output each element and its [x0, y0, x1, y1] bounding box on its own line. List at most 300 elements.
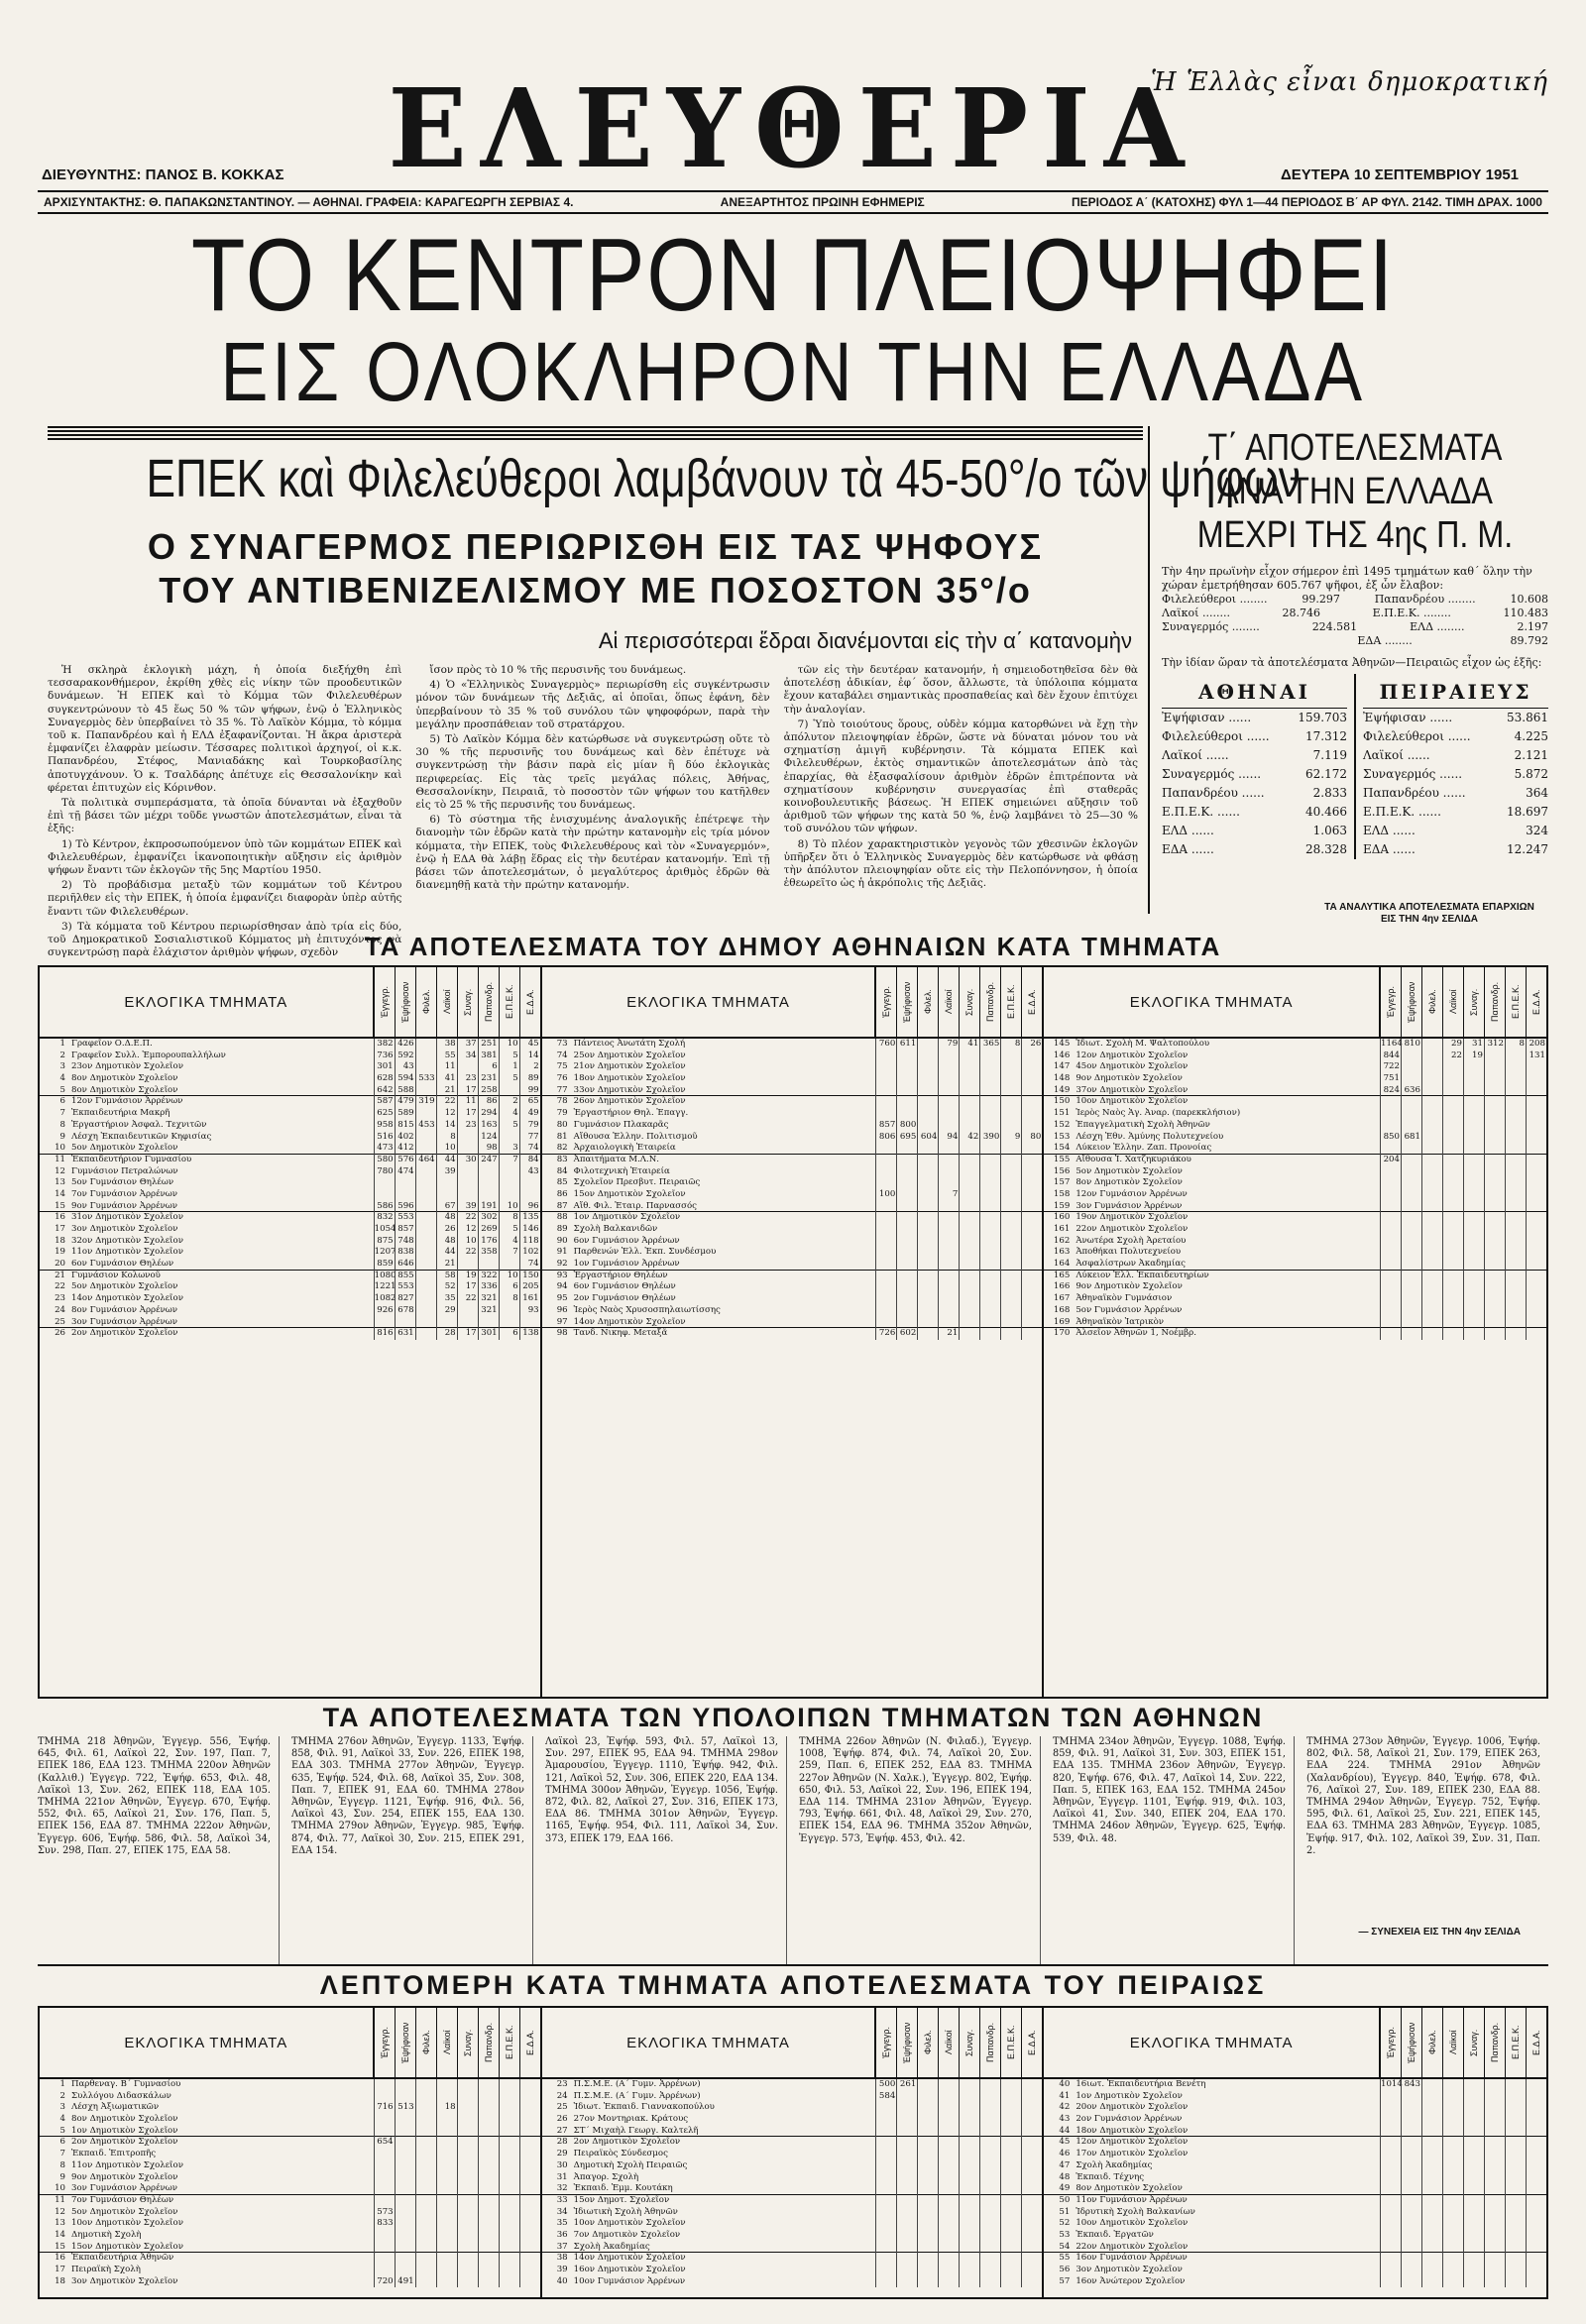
section-name: 16ον Ἀνώτερον Σχολεῖον: [1076, 2275, 1186, 2286]
vote-cell: [415, 2207, 436, 2219]
vote-cell: [1442, 1317, 1463, 1329]
vote-cell: [1401, 1120, 1421, 1132]
vote-cell: [1000, 1212, 1021, 1224]
vote-cell: [1526, 1201, 1546, 1213]
table-row: [542, 1281, 1043, 1293]
vote-cell: [499, 2276, 519, 2288]
vote-cell: [415, 1236, 436, 1248]
vote-cell: [478, 2195, 499, 2207]
table-row: [542, 2195, 1043, 2207]
vote-cell: 138: [519, 1328, 540, 1340]
section-number: 41: [1059, 2090, 1071, 2101]
table-header: [40, 967, 540, 1039]
vote-cell: [1380, 1247, 1401, 1259]
vote-cell: [436, 1177, 457, 1189]
vote-cell: 810: [1401, 1039, 1421, 1051]
vote-cell: [959, 1317, 979, 1329]
section-number: 17: [55, 1224, 65, 1234]
vote-cell: [1463, 1096, 1484, 1108]
column-header: Φιλελ.: [917, 967, 938, 1037]
column-header: Ε.Δ.Α.: [519, 2008, 540, 2077]
vote-cell: 553: [395, 1212, 415, 1224]
vote-cell: [875, 1143, 896, 1155]
vote-cell: [478, 1317, 499, 1329]
vote-cell: [374, 1177, 395, 1189]
vote-cell: [415, 1201, 436, 1213]
vote-cell: [938, 1120, 959, 1132]
vote-cell: [1401, 2172, 1421, 2184]
vote-cell: [1505, 2137, 1526, 2149]
vote-cell: [938, 1305, 959, 1317]
table-row: [542, 1189, 1043, 1201]
vote-cell: [1442, 2149, 1463, 2160]
table-row: [542, 1236, 1043, 1248]
section-number: 167: [1053, 1293, 1071, 1304]
table-row: [542, 1247, 1043, 1259]
vote-cell: [1000, 1143, 1021, 1155]
section-number: 33: [556, 2194, 568, 2205]
table-row: [40, 1132, 540, 1144]
secondary-headline: [48, 525, 1143, 612]
vote-cell: [1505, 2172, 1526, 2184]
vote-cell: [1000, 1061, 1021, 1073]
results-panel: [542, 2008, 1045, 2297]
table-row: [40, 1281, 540, 1293]
party-name: Παπανδρέου ........: [1374, 593, 1476, 606]
vote-cell: 10: [499, 1039, 519, 1051]
section-name: 1ον Γυμνάσιον Ἀρρένων: [573, 1259, 680, 1270]
vote-cell: [959, 1236, 979, 1248]
vote-cell: [1421, 1096, 1442, 1108]
vote-cell: [875, 1085, 896, 1097]
section-number: 47: [1059, 2159, 1071, 2170]
vote-cell: 516: [374, 1132, 395, 1144]
table-header: [40, 2008, 540, 2079]
vote-cell: 815: [395, 1120, 415, 1132]
vote-cell: [519, 2126, 540, 2138]
vote-cell: [979, 1236, 1000, 1248]
vote-cell: [478, 2172, 499, 2184]
vote-cell: [499, 2230, 519, 2242]
section-number: 95: [556, 1293, 568, 1304]
section-number: 26: [556, 2114, 568, 2125]
section-name: Λέσχη Ἐκπαιδευτικῶν Κηφισίας: [71, 1131, 212, 1142]
vote-cell: [436, 2183, 457, 2195]
vote-cell: [1021, 1201, 1042, 1213]
vote-cell: [896, 1281, 917, 1293]
vote-cell: [1505, 2126, 1526, 2138]
vote-cell: [875, 1166, 896, 1178]
vote-cell: [917, 2230, 938, 2242]
vote-cell: 322: [478, 1271, 499, 1282]
vote-cell: [896, 1108, 917, 1120]
vote-cell: [395, 1177, 415, 1189]
party-name: ΕΛΔ ......: [1363, 824, 1416, 837]
vote-cell: [436, 2126, 457, 2138]
section-number: 76: [556, 1073, 568, 1084]
vote-cell: [917, 1189, 938, 1201]
vote-cell: [1401, 1166, 1421, 1178]
vote-cell: 146: [519, 1224, 540, 1236]
national-result-row: [1162, 620, 1548, 634]
vote-cell: [959, 1051, 979, 1062]
section-number: 156: [1053, 1165, 1071, 1176]
vote-cell: 654: [374, 2137, 395, 2149]
table-row: [1044, 1236, 1546, 1248]
vote-cell: [1505, 1236, 1526, 1248]
vote-cell: 89: [519, 1073, 540, 1085]
results-text-column: ΤΜΗΜΑ 234ον Ἀθηνῶν, Ἐγγεγρ. 1088, Ἐψήφ. 859, Φιλ. 91, Λαϊκοὶ 31, Συν. 303, ΕΠΕΚ 151, ΕΔΑ 135. ΤΜΗΜΑ 236ον Ἀθηνῶν, Ἐγγεγρ. 820, Ἐψήφ. 676, Φιλ. 47, Λαϊκοὶ 14, Συν. 222, Παπ. 5, ΕΠΕΚ 163, ΕΔΑ 152. ΤΜΗΜΑ 245ον Ἀθηνῶν, Ἐγγεγρ. 1101, Ἐψήφ. 919, Φιλ. 103, Λαϊκοὶ 41, Συν. 340, ΕΠΕΚ 204, ΕΔΑ 170. ΤΜΗΜΑ 246ον Ἀθηνῶν, Ἐγγεγρ. 625, Ἐψήφ. 539, Φιλ. 48.: [1053, 1736, 1295, 1964]
vote-cell: [1463, 1271, 1484, 1282]
vote-cell: [1380, 1259, 1401, 1271]
section-number: 40: [556, 2275, 568, 2286]
vote-cell: [415, 1281, 436, 1293]
vote-cell: [1380, 2160, 1401, 2172]
issue-date: ΔΕΥΤΕΡΑ 10 ΣΕΠΤΕΜΒΡΙΟΥ 1951: [1281, 166, 1519, 183]
vote-cell: [1421, 1132, 1442, 1144]
section-number: 20: [55, 1259, 65, 1270]
section-number: 85: [556, 1177, 568, 1188]
table-row: [542, 2265, 1043, 2276]
vote-cell: [1380, 2230, 1401, 2242]
vote-cell: [1484, 1271, 1505, 1282]
vote-cell: 67: [436, 1201, 457, 1213]
vote-cell: 573: [374, 2207, 395, 2219]
party-votes: 99.297: [1302, 593, 1340, 606]
table-row: [1044, 1085, 1546, 1097]
vote-cell: 8: [499, 1293, 519, 1305]
vote-cell: 646: [395, 1259, 415, 1271]
vote-cell: [896, 1224, 917, 1236]
vote-cell: [979, 2126, 1000, 2138]
section-name: Ἀλσεῖον Ἀθηνῶν 1, Νοέμβρ.: [1076, 1328, 1196, 1339]
vote-cell: [979, 1061, 1000, 1073]
vote-cell: [1442, 1201, 1463, 1213]
column-header: Παπανδρ.: [979, 967, 1000, 1037]
vote-cell: [1401, 1096, 1421, 1108]
vote-cell: [1484, 1085, 1505, 1097]
party-votes: 1.063: [1312, 824, 1347, 837]
vote-cell: [478, 2079, 499, 2091]
section-name: 16ιωτ. Ἐκπαιδευτήρια Βενέτη: [1076, 2079, 1206, 2089]
table-row: [40, 2276, 540, 2288]
vote-cell: [1484, 1120, 1505, 1132]
continuation-note: — ΣΥΝΕΧΕΙΑ ΕΙΣ ΤΗΝ 4ην ΣΕΛΙΔΑ: [1354, 1925, 1525, 1940]
section-number: 153: [1053, 1131, 1071, 1142]
vote-cell: [1526, 1085, 1546, 1097]
vote-cell: [979, 1177, 1000, 1189]
table-row: [40, 1155, 540, 1166]
vote-cell: [1421, 1051, 1442, 1062]
vote-cell: 100: [875, 1189, 896, 1201]
party-name: Παπανδρέου ......: [1162, 786, 1265, 800]
vote-cell: [959, 1061, 979, 1073]
vote-cell: 5: [499, 1073, 519, 1085]
vote-cell: [519, 2102, 540, 2114]
vote-cell: [374, 2230, 395, 2242]
vote-cell: 642: [374, 1085, 395, 1097]
vote-cell: [1442, 1061, 1463, 1073]
vote-cell: [457, 1143, 478, 1155]
vote-cell: [1421, 1085, 1442, 1097]
vote-cell: 6: [499, 1281, 519, 1293]
vote-cell: [499, 2218, 519, 2230]
vote-cell: [457, 2195, 478, 2207]
section-name: 2ον Δημοτικὸν Σχολεῖον: [573, 2137, 681, 2148]
vote-cell: [917, 2091, 938, 2103]
vote-cell: [959, 1247, 979, 1259]
section-number: 30: [556, 2159, 568, 2170]
vote-cell: 751: [1380, 1073, 1401, 1085]
article-paragraph: 7) Ὑπὸ τοιούτους ὅρους, οὐδὲν κόμμα κατορθώνει νὰ ἔχῃ τὴν ἀπόλυτον πλειοψηφίαν ἑδρῶν, ὥστε νὰ δύναται μόνον του νὰ σχηματίσῃ ἀμιγῆ κυβέρνησιν. Τὰ κόμματα ΕΠΕΚ καὶ Φιλελευθέρων, ἐκτὸς σημαντικῶν ἀποτελεσμάτων ἀπὸ τὰς ἐπαρχίας, θὰ ἐξασφαλίσουν ἀριθμὸν ἑδρῶν ἐπιτρέποντα νὰ σχηματίσουν κυβέρνησιν συνεργασίας ἐπὶ σταθερᾶς κοινοβουλευτικῆς βάσεως. Ἡ ΕΠΕΚ σημειώνει αὔξησιν τοῦ ἀριθμοῦ τῶν ψήφων της κατὰ 50 %, ἐνῷ λαμβάνει τὸ 25—30 % τοῦ συνόλου τῶν ψήφων.: [783, 718, 1138, 835]
section-name: 2ον Δημοτικὸν Σχολεῖον: [71, 2137, 178, 2148]
vote-cell: [1380, 1212, 1401, 1224]
vote-cell: [1021, 1177, 1042, 1189]
vote-cell: [1463, 2195, 1484, 2207]
vote-cell: [1484, 1317, 1505, 1329]
vote-cell: 247: [478, 1155, 499, 1166]
section-name: 32ον Δημοτικὸν Σχολεῖον: [71, 1235, 183, 1246]
vote-cell: [1401, 1061, 1421, 1073]
vote-cell: [896, 2160, 917, 2172]
vote-cell: [896, 1189, 917, 1201]
section-name: Π.Σ.Μ.Ε. (Α΄ Γυμν. Ἀρρένων): [573, 2090, 701, 2101]
vote-cell: 588: [395, 1085, 415, 1097]
vote-cell: [1526, 1061, 1546, 1073]
vote-cell: [1000, 2195, 1021, 2207]
vote-cell: 261: [896, 2079, 917, 2091]
vote-cell: [1000, 2079, 1021, 2091]
vote-cell: [938, 1143, 959, 1155]
vote-cell: [1000, 1281, 1021, 1293]
athens-column: [1162, 674, 1347, 859]
vote-cell: [959, 1085, 979, 1097]
article-paragraph: 3) Τὰ κόμματα τοῦ Κέντρου περιωρίσθησαν ἀπὸ τρία εἰς δύο, τοῦ Δημοκρατικοῦ Σοσιαλιστικοῦ Κόμματος μὴ ἐπιτυχόντος νὰ συγκεντρώσῃ παρὰ ἐλάχιστον ἀριθμὸν ψήφων, σχεδὸν: [48, 920, 402, 959]
vote-cell: [415, 2183, 436, 2195]
vote-cell: [917, 2126, 938, 2138]
vote-cell: [1505, 2114, 1526, 2126]
vote-cell: [1484, 1073, 1505, 1085]
vote-cell: [938, 1201, 959, 1213]
vote-cell: [1526, 2265, 1546, 2276]
vote-cell: [959, 2126, 979, 2138]
vote-cell: [979, 1073, 1000, 1085]
results-text-column: ΤΜΗΜΑ 273ον Ἀθηνῶν, Ἐγγεγρ. 1006, Ἐψήφ. 802, Φιλ. 58, Λαϊκοὶ 21, Συν. 179, ΕΠΕΚ 263, ΕΔΑ 224. ΤΜΗΜΑ 291ον Ἀθηνῶν (Χαλανδρίου), Ἐγγεγρ. 840, Ἐψήφ. 678, Φιλ. 76, Λαϊκοὶ 27, Συν. 189, ΕΠΕΚ 230, ΕΔΑ 88. ΤΜΗΜΑ 294ον Ἀθηνῶν, Ἐγγεγρ. 752, Ἐψήφ. 595, Φιλ. 61, Λαϊκοὶ 25, Συν. 221, ΕΠΕΚ 145, ΕΔΑ 63. ΤΜΗΜΑ 283 Ἀθηνῶν, Ἐγγεγρ. 1085, Ἐψήφ. 917, Φιλ. 102, Λαϊκοὶ 39, Συν. 31, Παπ. 2.: [1306, 1736, 1540, 1856]
vote-cell: [478, 1177, 499, 1189]
table-row: [40, 2079, 540, 2091]
vote-cell: [457, 2149, 478, 2160]
vote-cell: [1526, 2230, 1546, 2242]
section-name: Λύκειον Ἐλλ. Ἐκπαιδευτηρίων: [1076, 1270, 1209, 1280]
vote-cell: [1021, 1281, 1042, 1293]
vote-cell: [395, 2149, 415, 2160]
vote-cell: [896, 2195, 917, 2207]
vote-cell: [1505, 1281, 1526, 1293]
vote-cell: [959, 2102, 979, 2114]
vote-cell: [896, 1061, 917, 1073]
vote-cell: 1164: [1380, 1039, 1403, 1049]
vote-cell: [1000, 2276, 1021, 2288]
vote-cell: 79: [519, 1120, 540, 1132]
vote-cell: [896, 1212, 917, 1224]
vote-cell: 26: [1021, 1039, 1042, 1051]
vote-cell: 49: [519, 1108, 540, 1120]
vote-cell: [959, 2195, 979, 2207]
vote-cell: 135: [519, 1212, 540, 1224]
vote-cell: [1463, 1212, 1484, 1224]
vote-cell: [1484, 2102, 1505, 2114]
vote-cell: [875, 1247, 896, 1259]
section-number: 157: [1053, 1177, 1071, 1188]
vote-cell: 1221: [374, 1281, 396, 1292]
section-number: 29: [556, 2149, 568, 2159]
table-row: [542, 1201, 1043, 1213]
party-votes: 4.225: [1514, 729, 1548, 743]
party-name: ΕΛΔ ........: [1410, 620, 1465, 633]
table-row: [542, 2114, 1043, 2126]
section-name: 9ον Γυμνάσιον Ἀρρένων: [71, 1200, 177, 1211]
vote-cell: [1000, 1201, 1021, 1213]
vote-cell: [1421, 2114, 1442, 2126]
vote-cell: [1401, 1143, 1421, 1155]
vote-cell: [519, 2242, 540, 2254]
section-name: Σχολὴ Ἀκαδημίας: [573, 2241, 650, 2252]
vote-cell: 491: [395, 2276, 415, 2288]
vote-cell: [499, 2242, 519, 2254]
vote-cell: [1421, 1224, 1442, 1236]
vote-cell: [1484, 2253, 1505, 2265]
vote-cell: 412: [395, 1143, 415, 1155]
vote-cell: [415, 2172, 436, 2184]
vote-cell: [896, 2253, 917, 2265]
section-name: Ἐργαστήριον Θηλέων: [573, 1270, 668, 1280]
party-name: Λαϊκοί ......: [1162, 748, 1229, 762]
vote-cell: [1505, 2242, 1526, 2254]
section-name: 2ον Γυμνάσιον Ἀρρένων: [1076, 2114, 1183, 2125]
table-row: [542, 1177, 1043, 1189]
vote-cell: [374, 2079, 395, 2091]
section-number: 168: [1053, 1304, 1071, 1315]
section-name: 1ον Δημοτικὸν Σχολεῖον: [1076, 2090, 1183, 2101]
vote-cell: [1442, 1177, 1463, 1189]
vote-cell: [415, 1293, 436, 1305]
table-row: [542, 2253, 1043, 2265]
vote-cell: 2: [499, 1096, 519, 1108]
party-votes: 18.697: [1507, 805, 1548, 819]
vote-cell: [1484, 2242, 1505, 2254]
vote-cell: [519, 2207, 540, 2219]
section-number: 25: [556, 2102, 568, 2113]
vote-cell: [1442, 2265, 1463, 2276]
party-name: Συναγερμός ........: [1162, 620, 1260, 633]
section-name: Πειραϊκὸς Σύνδεσμος: [573, 2149, 668, 2159]
vote-cell: [1021, 1085, 1042, 1097]
section-number: 93: [556, 1270, 568, 1280]
table-row: [1044, 2137, 1546, 2149]
table-row: [1044, 1051, 1546, 1062]
section-number: 10: [55, 2183, 65, 2194]
results-panel: [40, 967, 542, 1697]
vote-cell: [896, 1051, 917, 1062]
section-number: 166: [1053, 1281, 1071, 1292]
vote-cell: [1484, 1143, 1505, 1155]
vote-cell: 857: [395, 1224, 415, 1236]
section-number: 74: [556, 1050, 568, 1060]
vote-cell: 843: [1401, 2079, 1421, 2091]
table-row: [542, 2079, 1043, 2091]
section-number: 54: [1059, 2241, 1071, 2252]
vote-cell: [1000, 1189, 1021, 1201]
results-title-line1: Τ΄ ΑΠΟΤΕΛΕΣΜΑΤΑ: [1207, 427, 1503, 469]
table-row: [1044, 1317, 1546, 1329]
table-row: [542, 2207, 1043, 2219]
table-row: [40, 2160, 540, 2172]
vote-cell: 12: [436, 1108, 457, 1120]
vote-cell: [1463, 1247, 1484, 1259]
vote-cell: [1526, 2253, 1546, 2265]
vote-cell: [1526, 1132, 1546, 1144]
vote-cell: [436, 2218, 457, 2230]
vote-cell: [457, 2207, 478, 2219]
vote-cell: [938, 2230, 959, 2242]
vote-cell: [896, 2218, 917, 2230]
vote-cell: [1401, 1224, 1421, 1236]
section-number: 35: [556, 2218, 568, 2229]
section-name: Φιλοτεχνικὴ Ἑταιρεία: [573, 1165, 670, 1176]
vote-cell: [1442, 2102, 1463, 2114]
vote-cell: [499, 2149, 519, 2160]
vote-cell: 5: [499, 1224, 519, 1236]
vote-cell: [1442, 1143, 1463, 1155]
vote-cell: [415, 2079, 436, 2091]
vote-cell: [1463, 1224, 1484, 1236]
vote-cell: [1380, 1293, 1401, 1305]
vote-cell: [1401, 2160, 1421, 2172]
vote-cell: [1505, 1155, 1526, 1166]
article-paragraph: 6) Τὸ σύστημα τῆς ἐνισχυμένης ἀναλογικῆς ἐπέτρεψε τὴν διανομὴν τῶν ἑδρῶν κατὰ τὴν πρώτην κατανομὴν εἰς τρία μόνον κόμματα, τὴν ΕΠΕΚ, τοὺς Φιλελευθέρους καὶ τὸν «Συναγερμόν», ἐνῷ ἡ ΕΔΑ θὰ λάβῃ ἕδρας εἰς τὴν δευτέραν κατανομήν. Ἐπὶ τῇ βάσει τῶν ἀποτελεσμάτων, ὁ μεγαλύτερος ἀριθμὸς ἑδρῶν θὰ διανεμηθῇ κατὰ τὴν πρώτην κατανομήν.: [415, 814, 770, 892]
vote-cell: [1421, 1317, 1442, 1329]
table-row: [40, 2265, 540, 2276]
vote-cell: [1000, 2253, 1021, 2265]
article-paragraph: 1) Τὸ Κέντρον, ἐκπροσωπούμενον ὑπὸ τῶν κομμάτων ΕΠΕΚ καὶ Φιλελευθέρων, ἐμφανίζει ἱκανοποιητικὴν αὔξησιν εἰς ἀριθμὸν ψήφων ἔναντι τῶν ἐκλογῶν τῆς 5ης Μαρτίου 1950.: [48, 837, 402, 877]
table-row: [1044, 2126, 1546, 2138]
vote-cell: [875, 2172, 896, 2184]
vote-cell: [1401, 1259, 1421, 1271]
table-header: [542, 967, 1043, 1039]
article-paragraph: Ἡ σκληρὰ ἐκλογικὴ μάχη, ἡ ὁποία διεξήχθη ἐπὶ τεσσαρακονθήμερον, ἐκρίθη χθὲς εἰς νίκην τῶν προοδευτικῶν δυνάμεων. Ἡ ΕΠΕΚ καὶ τὸ Κόμμα τῶν Φιλελευθέρων συγκεντρώνουν τὸ 45 ἕως 50 % τῶν ψήφων, ἐνῷ ὁ Ἑλληνικὸς Συναγερμὸς δὲν ὑπερβαίνει τὸ 35 %. Τὸ Λαϊκὸν Κόμμα, τὸ κόμμα τοῦ κ. Παπανδρέου καὶ ἡ ΕΛΔ ἐξαφανίζονται. Ἡ ἄκρα ἀριστερὰ ἐμφανίζει ἐλαφρὰν μείωσιν. Τέσσαρες πολιτικοὶ ἀρχηγοί, οἱ κ.κ. Παπανδρέου, Στέφος, Μανιαδάκης καὶ Τουρκοβασίλης ἀποτυγχάνουν. Ὁ κ. Τσαλδάρης ἀπέτυχε εἰς Θεσσαλονίκην καὶ φέρεται ἐπιτυχὼν εἰς Κόρινθον.: [48, 664, 402, 794]
section-name: 7ον Γυμνάσιον Θηλέων: [71, 2194, 174, 2205]
table-row: [542, 1108, 1043, 1120]
party-votes: 40.466: [1305, 805, 1347, 819]
column-header: Παπανδρ.: [478, 967, 499, 1037]
vote-cell: 30: [457, 1155, 478, 1166]
vote-cell: [1463, 1317, 1484, 1329]
vote-cell: [1484, 1061, 1505, 1073]
vote-cell: [1021, 2126, 1042, 2138]
vote-cell: [917, 2114, 938, 2126]
section-number: 90: [556, 1235, 568, 1246]
table-row: [1044, 2183, 1546, 2195]
section-number: 97: [556, 1316, 568, 1327]
vote-cell: [1526, 1177, 1546, 1189]
vote-cell: [478, 1259, 499, 1271]
section-name: Ἐκπαιδ. Ἐμμ. Κουτάκη: [573, 2183, 673, 2194]
vote-cell: [979, 1224, 1000, 1236]
section-name: 2ον Γυμνάσιον Θηλέων: [573, 1293, 676, 1304]
column-header: Συναγ.: [959, 967, 979, 1037]
section-name: Ἀπαγορ. Σχολὴ: [573, 2171, 639, 2182]
vote-cell: [499, 2079, 519, 2091]
